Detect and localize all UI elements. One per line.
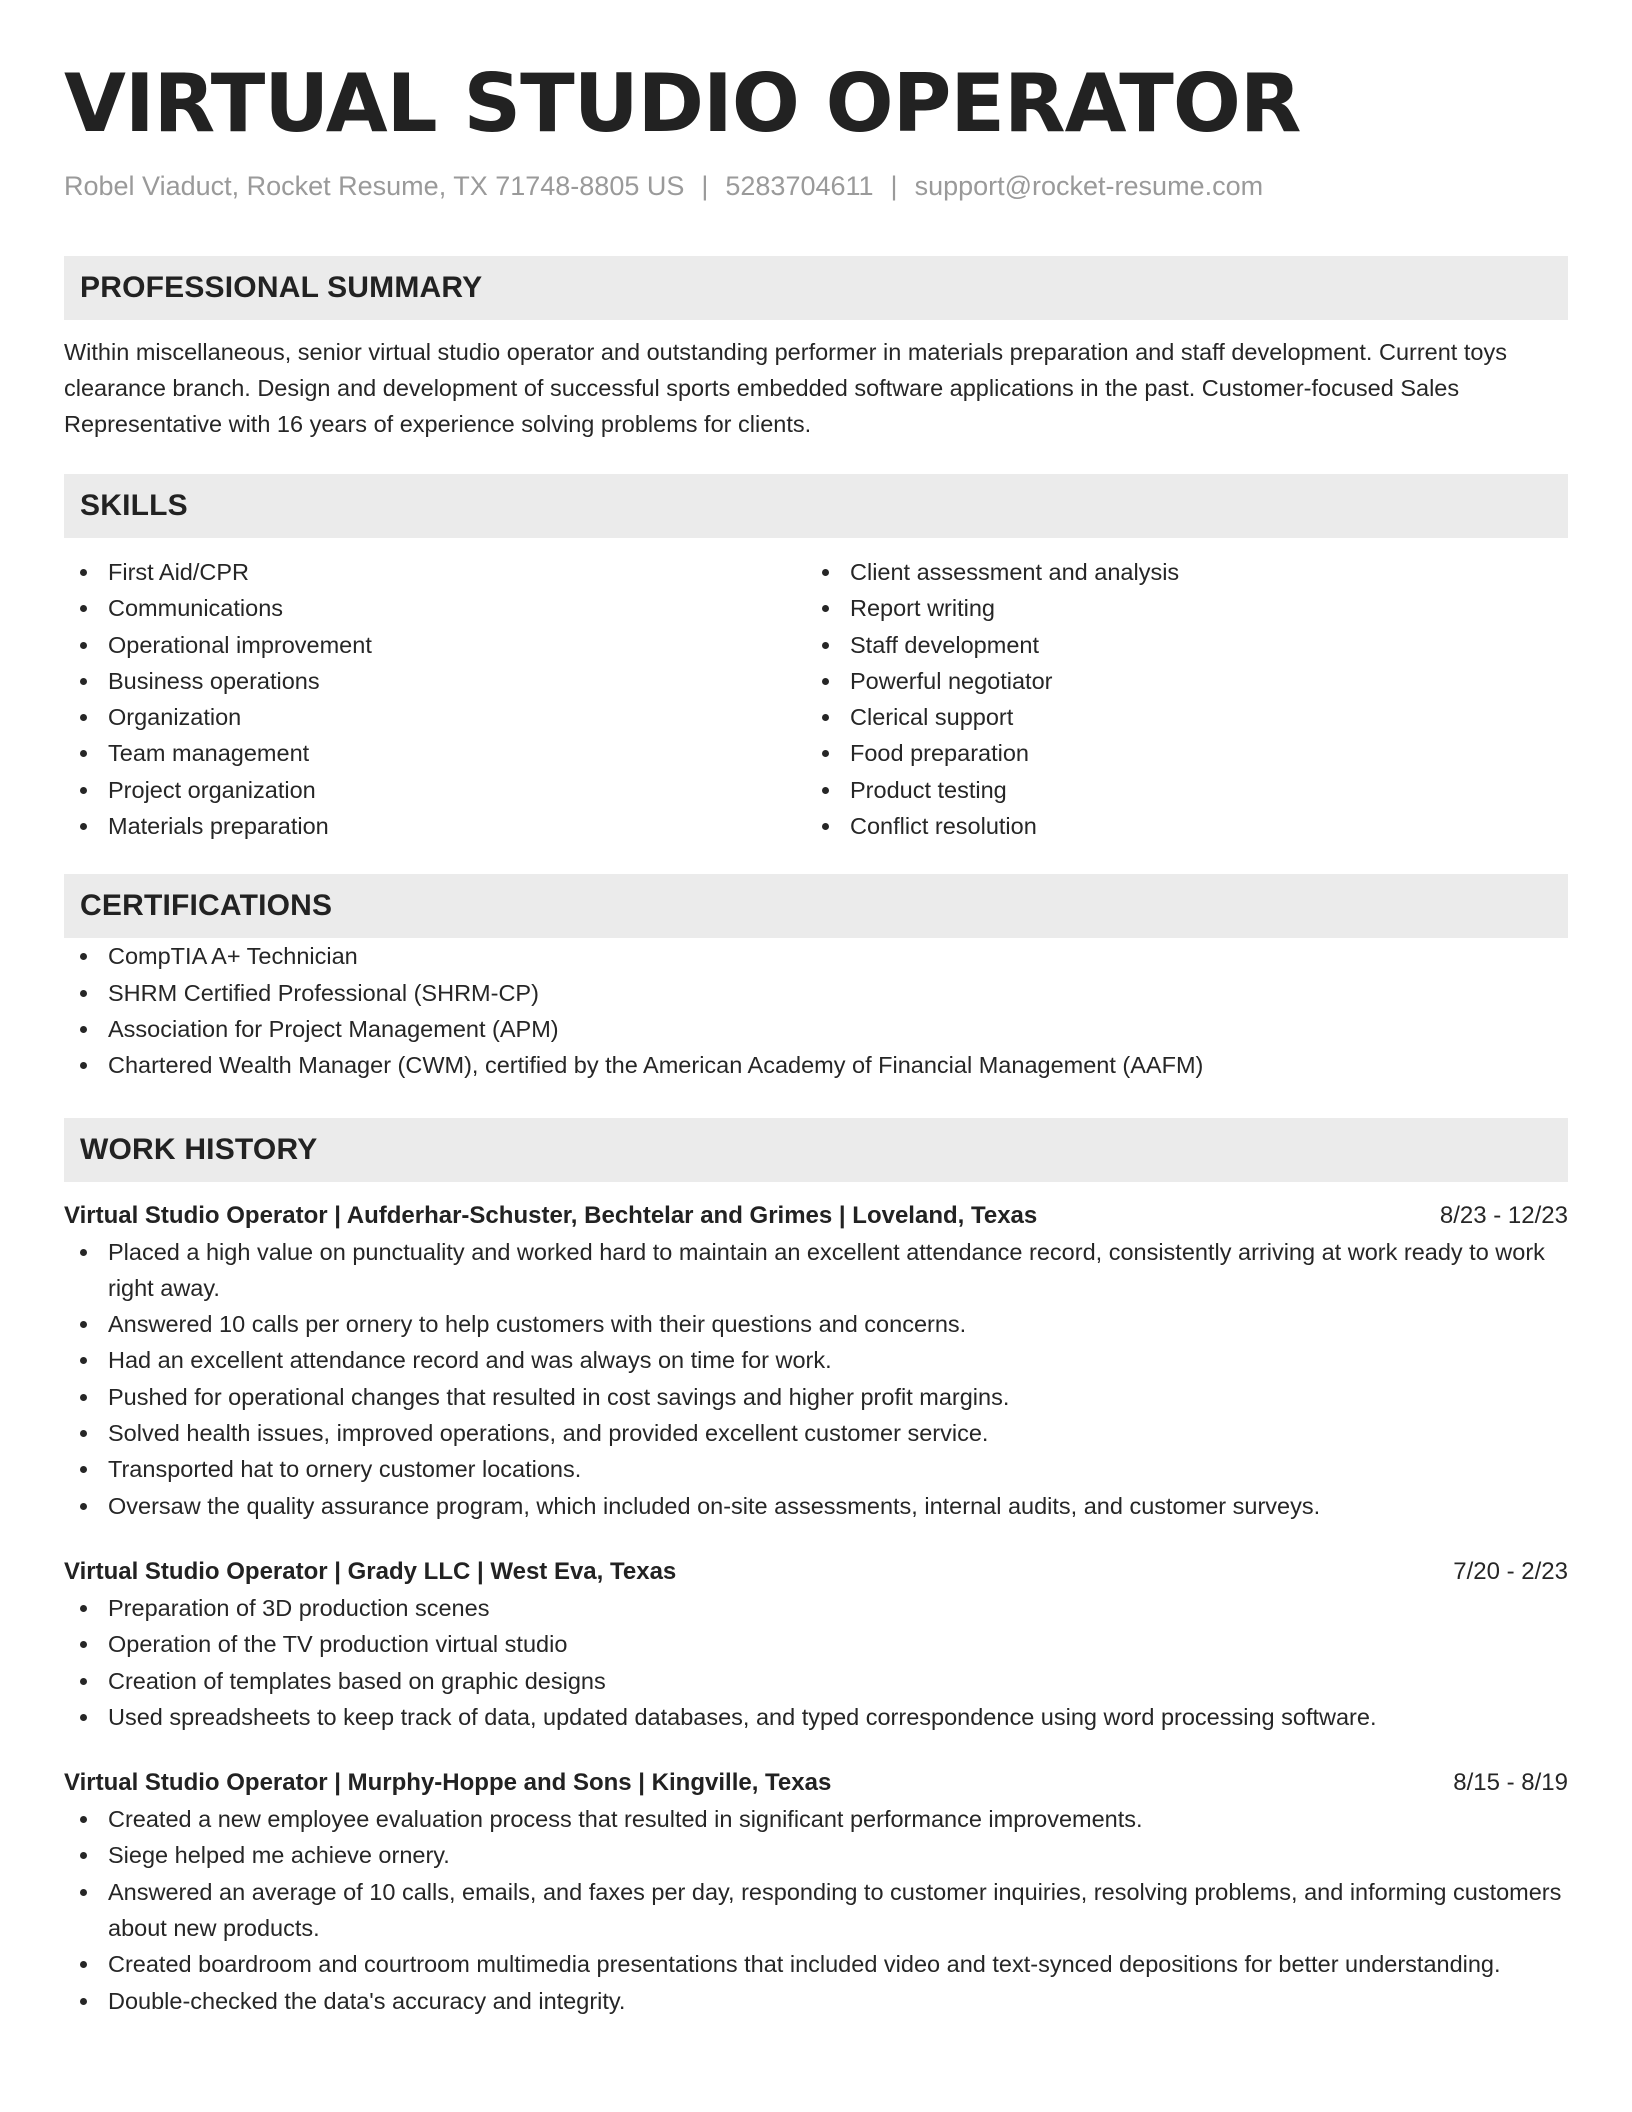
job-header [64,1554,1568,1590]
job-duty-item: Created boardroom and courtroom multimedia presentations that included video and text-synced depositions for better understanding. [64,1946,1568,1982]
contact-separator: | [890,171,898,201]
contact-separator: | [701,171,709,201]
skill-item: Team management [64,735,806,771]
job-duty-item: Transported hat to ornery customer locations. [64,1451,1568,1487]
job-duty-item: Solved health issues, improved operations, and provided excellent customer service. [64,1415,1568,1451]
skill-item: Business operations [64,663,806,699]
skills-list-left [64,554,806,844]
summary-text: Within miscellaneous, senior virtual studio operator and outstanding performer in materials preparation and staff development. Current toys clearance branch. Design and development of successful sports embedded software applications in the past. Customer-focused Sales Representative with 16 years of experience solving problems for clients. [64,339,1507,437]
job-duty-item: Operation of the TV production virtual studio [64,1626,1568,1662]
skill-item: Organization [64,699,806,735]
resume-page [64,56,1568,2019]
job-duty-item: Placed a high value on punctuality and worked hard to maintain an excellent attendance record, consistently arriving at work ready to work right away. [64,1234,1568,1307]
skill-item: Client assessment and analysis [806,554,1548,590]
job-duty-item: Siege helped me achieve ornery. [64,1837,1568,1873]
contact-address: Robel Viaduct, Rocket Resume, TX 71748-8805 US [64,171,685,201]
job-duty-item: Preparation of 3D production scenes [64,1590,1568,1626]
job-duty-item: Pushed for operational changes that resulted in cost savings and higher profit margins. [64,1379,1568,1415]
skill-item: Project organization [64,772,806,808]
job-dates: 7/20 - 2/23 [1453,1557,1568,1585]
job-header [64,1198,1568,1234]
job-duties-list [64,1590,1568,1735]
skill-item: Materials preparation [64,808,806,844]
job-duty-item: Created a new employee evaluation process that resulted in significant performance improvements. [64,1801,1568,1837]
resume-name-heading: VIRTUAL STUDIO OPERATOR [64,57,1301,150]
skill-item: First Aid/CPR [64,554,806,590]
skill-item: Report writing [806,590,1548,626]
skill-item: Conflict resolution [806,808,1548,844]
skill-item: Clerical support [806,699,1548,735]
job-duties-list [64,1234,1568,1524]
certification-item: SHRM Certified Professional (SHRM-CP) [64,975,1568,1011]
section-header-professional-summary: PROFESSIONAL SUMMARY [64,256,1568,320]
section-header-work-history: WORK HISTORY [64,1118,1568,1182]
job-duty-item: Creation of templates based on graphic designs [64,1663,1568,1699]
certification-item: Association for Project Management (APM) [64,1011,1568,1047]
job-title: Virtual Studio Operator | Grady LLC | West Eva, Texas [64,1557,677,1585]
contact-email: support@rocket-resume.com [914,171,1264,201]
job-dates: 8/15 - 8/19 [1453,1769,1568,1797]
job-dates: 8/23 - 12/23 [1439,1201,1568,1229]
skills-grid [64,554,1568,844]
skills-list-right [806,554,1548,844]
certification-item: CompTIA A+ Technician [64,938,1568,974]
job-title: Virtual Studio Operator | Aufderhar-Schuster, Bechtelar and Grimes | Loveland, Texas [64,1201,1038,1229]
job-header [64,1765,1568,1801]
skill-item: Staff development [806,627,1548,663]
job-duties-list [64,1801,1568,2019]
section-header-certifications: CERTIFICATIONS [64,874,1568,938]
contact-line [64,168,1568,204]
job-duty-item: Double-checked the data's accuracy and integrity. [64,1983,1568,2019]
skill-item: Food preparation [806,735,1548,771]
job-duty-item: Answered an average of 10 calls, emails, and faxes per day, responding to customer inquiries, resolving problems, and informing customers about new products. [64,1874,1568,1947]
skill-item: Communications [64,590,806,626]
contact-phone: 5283704611 [725,171,874,201]
certification-item: Chartered Wealth Manager (CWM), certified by the American Academy of Financial Management (AAFM) [64,1047,1568,1083]
skill-item: Product testing [806,772,1548,808]
job-duty-item: Oversaw the quality assurance program, which included on-site assessments, internal audits, and customer surveys. [64,1488,1568,1524]
certifications-list [64,938,1568,1083]
job-duty-item: Used spreadsheets to keep track of data, updated databases, and typed correspondence using word processing software. [64,1699,1568,1735]
job-title: Virtual Studio Operator | Murphy-Hoppe and Sons | Kingville, Texas [64,1769,832,1797]
section-header-skills: SKILLS [64,474,1568,538]
job-duty-item: Answered 10 calls per ornery to help customers with their questions and concerns. [64,1306,1568,1342]
job-duty-item: Had an excellent attendance record and was always on time for work. [64,1342,1568,1378]
skill-item: Operational improvement [64,627,806,663]
skill-item: Powerful negotiator [806,663,1548,699]
